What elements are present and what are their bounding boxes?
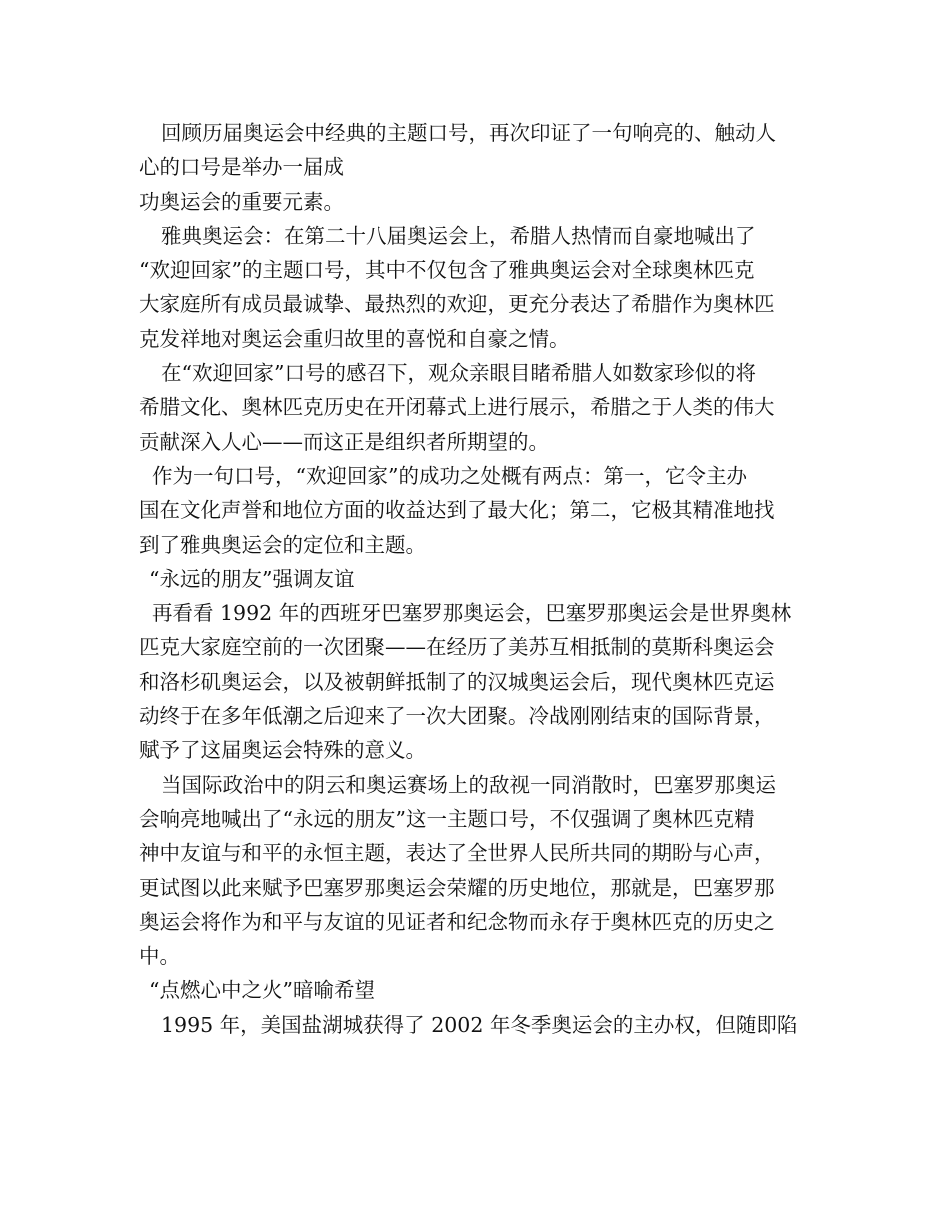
section-heading: “永远的朋友”强调友谊 (149, 566, 355, 591)
paragraph-line: 会响亮地喊出了“永远的朋友”这一主题口号，不仅强调了奥林匹克精 (139, 806, 755, 831)
paragraph-line: 作为一句口号，“欢迎回家”的成功之处概有两点：第一，它令主办 (152, 463, 747, 488)
paragraph-line: 功奥运会的重要元素。 (139, 189, 344, 214)
paragraph-line: 到了雅典奥运会的定位和主题。 (139, 532, 426, 557)
paragraph-line: 国在文化声誉和地位方面的收益达到了最大化；第二，它极其精准地找 (139, 498, 775, 523)
paragraph-line: 中。 (139, 944, 180, 969)
paragraph-line: 1995 年，美国盐湖城获得了 2002 年冬季奥运会的主办权，但随即陷 (161, 1012, 798, 1037)
section-heading: “点燃心中之火”暗喻希望 (149, 978, 375, 1003)
paragraph-line: 动终于在多年低潮之后迎来了一次大团聚。冷战刚刚结束的国际背景， (139, 704, 775, 729)
paragraph-line: 雅典奥运会：在第二十八届奥运会上，希腊人热情而自豪地喊出了 (161, 223, 756, 248)
paragraph-line: 大家庭所有成员最诚挚、最热烈的欢迎，更充分表达了希腊作为奥林匹 (139, 292, 775, 317)
paragraph-line: 克发祥地对奥运会重归故里的喜悦和自豪之情。 (139, 326, 570, 351)
paragraph-line: 神中友谊与和平的永恒主题，表达了全世界人民所共同的期盼与心声， (139, 841, 775, 866)
document-body (139, 116, 819, 1042)
paragraph-line: 希腊文化、奥林匹克历史在开闭幕式上进行展示，希腊之于人类的伟大 (139, 395, 775, 420)
paragraph-line: “欢迎回家”的主题口号，其中不仅包含了雅典奥运会对全球奥林匹克 (139, 258, 755, 283)
paragraph-line: 当国际政治中的阴云和奥运赛场上的敌视一同消散时，巴塞罗那奥运 (161, 772, 776, 797)
paragraph-line: 匹克大家庭空前的一次团聚——在经历了美苏互相抵制的莫斯科奥运会 (139, 635, 775, 660)
paragraph-line: 回顾历届奥运会中经典的主题口号，再次印证了一句响亮的、触动人 (161, 121, 776, 145)
paragraph-line: 再看看 1992 年的西班牙巴塞罗那奥运会，巴塞罗那奥运会是世界奥林 (152, 601, 792, 626)
paragraph-line: 更试图以此来赋予巴塞罗那奥运会荣耀的历史地位，那就是，巴塞罗那 (139, 875, 775, 900)
paragraph-line: 赋予了这届奥运会特殊的意义。 (139, 738, 426, 763)
paragraph-line: 心的口号是举办一届成 (139, 155, 344, 180)
paragraph-line: 和洛杉矶奥运会，以及被朝鲜抵制了的汉城奥运会后，现代奥林匹克运 (139, 669, 775, 694)
paragraph-line: 在“欢迎回家”口号的感召下，观众亲眼目睹希腊人如数家珍似的将 (161, 361, 756, 386)
paragraph-line: 奥运会将作为和平与友谊的见证者和纪念物而永存于奥林匹克的历史之 (139, 909, 775, 934)
paragraph-line: 贡献深入人心——而这正是组织者所期望的。 (139, 429, 549, 454)
